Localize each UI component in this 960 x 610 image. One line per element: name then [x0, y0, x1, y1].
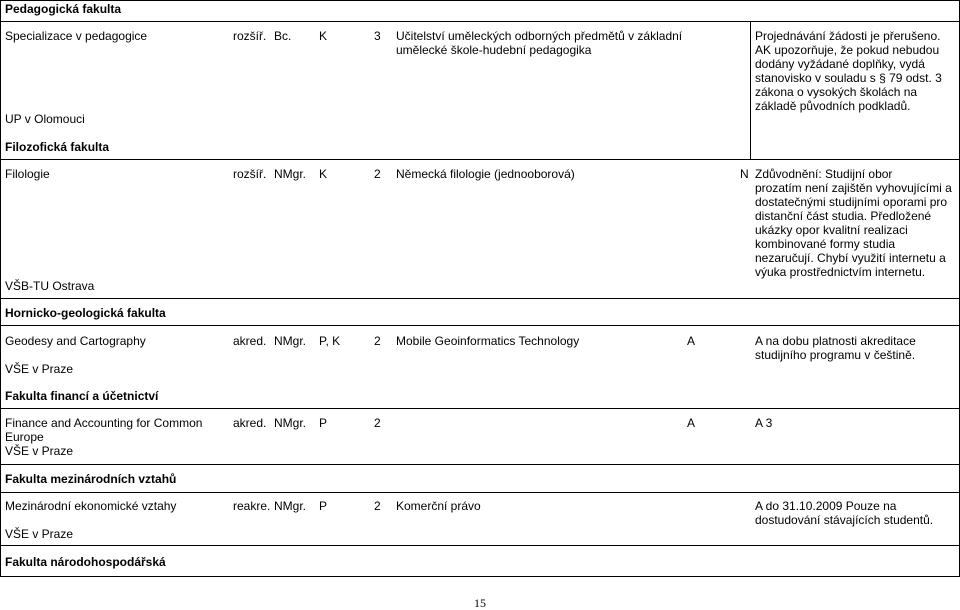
- program-name-line: Finance and Accounting for Common: [5, 416, 203, 430]
- decision: A: [687, 334, 696, 348]
- result-line: studijního programu v češtině.: [755, 348, 916, 362]
- faculty-heading: Pedagogická fakulta: [5, 2, 122, 16]
- faculty-heading: Hornicko-geologická fakulta: [5, 306, 166, 320]
- result-line: distanční část studia. Předložené: [755, 209, 932, 223]
- field-name: Mobile Geoinformatics Technology: [396, 334, 580, 348]
- faculty-heading: Fakulta národohospodářská: [5, 555, 166, 569]
- school-name: VŠE v Praze: [5, 527, 74, 541]
- field-name: Německá filologie (jednooborová): [396, 167, 575, 181]
- study-form: P: [319, 499, 328, 513]
- program-name-line: Europe: [5, 430, 44, 444]
- result-line: ukázky opor kvalitní realizaci: [755, 223, 908, 237]
- decision: N: [740, 167, 749, 181]
- program-name: Filologie: [5, 167, 50, 181]
- result-line: zákona o vysokých školách na: [755, 85, 918, 99]
- result-line: AK upozorňuje, že pokud nebudou: [755, 43, 940, 57]
- page-number: 15: [474, 596, 486, 610]
- study-form: K: [319, 29, 328, 43]
- request-type: rozšíř.: [233, 167, 267, 181]
- degree-level: NMgr.: [274, 499, 307, 513]
- degree-level: Bc.: [274, 29, 292, 43]
- school-name: VŠB-TU Ostrava: [5, 279, 95, 293]
- study-years: 2: [374, 416, 381, 430]
- request-type: rozšíř.: [233, 29, 267, 43]
- request-type: akred.: [233, 334, 267, 348]
- result-line: Projednávání žádosti je přerušeno.: [755, 29, 941, 43]
- result-line: A do 31.10.2009 Pouze na: [755, 499, 897, 513]
- result-line: základě původních podkladů.: [755, 99, 911, 113]
- result-line: kombinované formy studia: [755, 237, 896, 251]
- result-line: dostatečnými studijními oporami pro: [755, 195, 948, 209]
- field-name: Komerční právo: [396, 499, 481, 513]
- degree-level: NMgr.: [274, 334, 307, 348]
- program-name: Mezinárodní ekonomické vztahy: [5, 499, 177, 513]
- request-type: reakre.: [233, 499, 271, 513]
- result-line: A na dobu platnosti akreditace: [755, 334, 916, 348]
- faculty-heading: Filozofická fakulta: [5, 140, 110, 154]
- study-form: P: [319, 416, 328, 430]
- result-line: prozatím není zajištěn vyhovujícími a: [755, 181, 952, 195]
- faculty-heading: Fakulta financí a účetnictví: [5, 389, 159, 403]
- study-years: 2: [374, 499, 381, 513]
- degree-level: NMgr.: [274, 167, 307, 181]
- field-line: umělecké škole-hudební pedagogika: [396, 43, 592, 57]
- result-line: stanovisko v souladu s § 79 odst. 3: [755, 71, 942, 85]
- study-years: 2: [374, 167, 381, 181]
- result-line: dodány vyžádané doplňky, vydá: [755, 57, 925, 71]
- result-line: dostudování stávajících studentů.: [755, 513, 934, 527]
- study-form: P, K: [319, 334, 341, 348]
- study-form: K: [319, 167, 328, 181]
- field-line: Učitelství uměleckých odborných předmětů v základní: [396, 29, 683, 43]
- decision: A: [687, 416, 696, 430]
- faculty-heading: Fakulta mezinárodních vztahů: [5, 472, 177, 486]
- result-line: výuka prostřednictvím internetu.: [755, 265, 926, 279]
- study-years: 2: [374, 334, 381, 348]
- school-name: VŠE v Praze: [5, 362, 74, 376]
- study-years: 3: [374, 29, 381, 43]
- program-name: Geodesy and Cartography: [5, 334, 146, 348]
- degree-level: NMgr.: [274, 416, 307, 430]
- school-name: VŠE v Praze: [5, 444, 74, 458]
- school-name: UP v Olomouci: [5, 112, 85, 126]
- result-line: Zdůvodnění: Studijní obor: [755, 167, 893, 181]
- result: A 3: [755, 416, 773, 430]
- request-type: akred.: [233, 416, 267, 430]
- result-line: nezaručují. Chybí využití internetu a: [755, 251, 946, 265]
- program-name: Specializace v pedagogice: [5, 29, 148, 43]
